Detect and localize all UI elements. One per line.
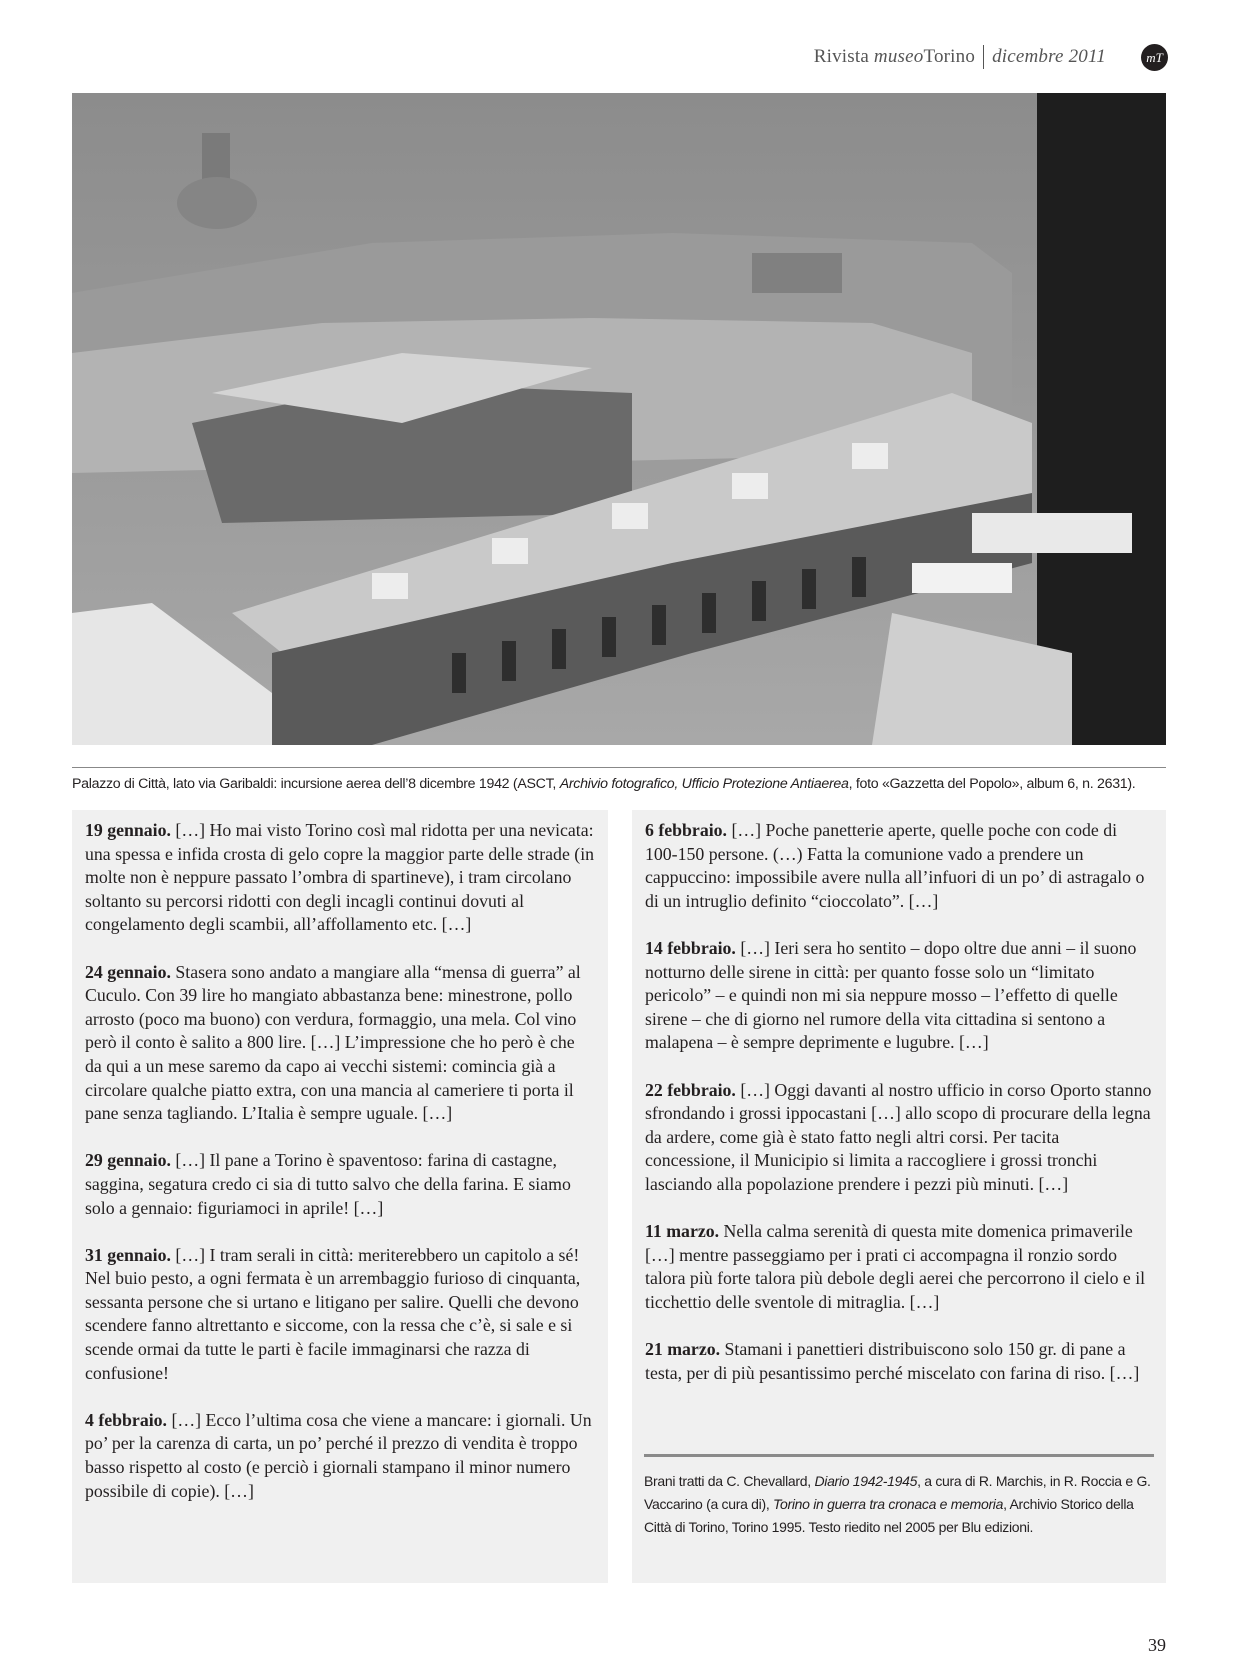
diary-entry bbox=[645, 1079, 1153, 1197]
running-header bbox=[814, 44, 1106, 70]
diary-entry bbox=[85, 819, 595, 937]
aerial-photo bbox=[72, 93, 1166, 745]
entry-date: 29 gennaio. bbox=[85, 1150, 171, 1171]
entry-text: […] Ecco l’ultima cosa che viene a mancare: i giornali. Un po’ per la carenza di carta, un po’ perché il prezzo di vendita è troppo basso rispetto al costo (e perciò i giornali stampano il minor numero possibile di copie). […] bbox=[85, 1409, 592, 1501]
entry-date: 21 marzo. bbox=[645, 1339, 721, 1360]
page-number: 39 bbox=[1148, 1635, 1166, 1655]
entry-date: 6 febbraio. bbox=[645, 820, 727, 840]
diary-entry bbox=[85, 961, 595, 1126]
entry-date: 4 febbraio. bbox=[85, 1409, 167, 1430]
entry-text: Nella calma serenità di questa mite domenica primaverile […] mentre passeggiamo per i prati ci accompagna il ronzio sordo talora più forte talora più debole degli aerei che percorrono il cielo e il ticchettio delle sventole di mitraglia. […] bbox=[645, 1221, 1146, 1312]
issue-date: dicembre 2011 bbox=[992, 46, 1106, 67]
caption-divider bbox=[72, 767, 1166, 768]
diary-entry bbox=[85, 1244, 595, 1386]
entry-text: […] Il pane a Torino è spaventoso: farina di castagne, saggina, segatura credo ci sia di tutto salvo che della farina. E siamo solo a gennaio: figuriamoci in aprile! […] bbox=[85, 1150, 571, 1218]
diary-entry bbox=[645, 819, 1153, 913]
aerial-photo-snowy-roofs-icon bbox=[72, 93, 1166, 745]
diary-entry bbox=[85, 1409, 595, 1503]
entry-date: 31 gennaio. bbox=[85, 1244, 171, 1265]
museotorino-logo-icon: mT bbox=[1141, 44, 1168, 71]
source-note: Brani tratti da C. Chevallard, Diario 1942-1945, a cura di R. Marchis, in R. Roccia e G. Vaccarino (a cura di), Torino in guerra tra cronaca e memoria, Archivio Storico della Città di Torino, Torino 1995. Testo riedito nel 2005 per Blu edizioni. bbox=[644, 1473, 1151, 1535]
magazine-name: Rivista museoTorino bbox=[813, 46, 976, 67]
entry-date: 22 febbraio. bbox=[645, 1079, 736, 1100]
diary-entry bbox=[85, 1149, 595, 1220]
entry-date: 11 marzo. bbox=[645, 1221, 720, 1242]
entry-text: Stasera sono andato a mangiare alla “mensa di guerra” al Cuculo. Con 39 lire ho mangiato abbastanza bene: minestrone, pollo arrosto (poco ma buono) con verdura, formaggio, una mela. Col vino però il conto è salito a 800 lire. […] L’impressione che ho però è che da qui a un mese saremo da capo ai vecchi sistemi: comincia già a circolare qualche piatto extra, con una mancia al cameriere ti porta il pane senza tagliando. L’Italia è sempre uguale. […] bbox=[85, 961, 581, 1124]
diary-column-left bbox=[72, 810, 608, 1583]
entry-date: 14 febbraio. bbox=[645, 937, 736, 958]
diary-entry bbox=[645, 937, 1153, 1055]
photo-caption: Palazzo di Città, lato via Garibaldi: incursione aerea dell’8 dicembre 1942 (ASCT, Archivio fotografico, Ufficio Protezione Antiaerea, foto «Gazzetta del Popolo», album 6, n. 2631). bbox=[72, 776, 1136, 792]
entry-date: 19 gennaio. bbox=[85, 820, 171, 840]
diary-entry bbox=[645, 1220, 1153, 1314]
source-divider bbox=[644, 1454, 1154, 1457]
entry-text: […] Poche panetterie aperte, quelle poche con code di 100-150 persone. (…) Fatta la comunione vado a prendere un cappuccino: impossibile avere nulla all’infuori di un po’ di astragalo o di un intruglio definito “cioccolato”. […] bbox=[645, 820, 1145, 911]
entry-text: […] Ieri sera ho sentito – dopo oltre due anni – il suono notturno delle sirene in città: per quanto fosse solo un “limitato pericolo” – e quindi non mi sia neppure mosso – l’effetto di quelle sirene – che di giorno nel rumore della vita cittadina si sentono a malapena – è sempre deprimente e lugubre. […] bbox=[645, 937, 1137, 1053]
entry-date: 24 gennaio. bbox=[85, 961, 171, 982]
entry-text: Stamani i panettieri distribuiscono solo 150 gr. di pane a testa, per di più pesantissimo perché miscelato con farina di riso. […] bbox=[645, 1339, 1140, 1383]
header-divider bbox=[983, 45, 984, 69]
diary-entry bbox=[645, 1338, 1153, 1385]
entry-text: […] Ho mai visto Torino così mal ridotta per una nevicata: una spessa e infida crosta di gelo copre la maggior parte delle strade (in molte non è neppure passato l’ombra di spartineve), i tram circolano soltanto su percorsi ridotti con degli incagli continui dovuti al congelamento degli scambii, all’affollamento etc. […] bbox=[85, 820, 595, 935]
diary-column-right bbox=[632, 810, 1166, 1583]
entry-text: […] Oggi davanti al nostro ufficio in corso Oporto stanno sfrondando i grossi ippocastani […] allo scopo di procurare della legna da ardere, come già è stato fatto negli altri corsi. Per tacita concessione, il Municipio si limita a raccogliere i grossi tronchi lasciando alla popolazione prendere i pezzi più minuti. […] bbox=[645, 1079, 1152, 1194]
entry-text: […] I tram serali in città: meriterebbero un capitolo a sé! Nel buio pesto, a ogni fermata è un arrembaggio furioso di cinquanta, sessanta persone che si urtano e litigano per salire. Quelli che devono scendere fanno altrettanto e siccome, con la ressa che c’è, si sale e si scende ormai da tutte le parti è facile immaginarsi che razza di confusione! bbox=[85, 1244, 581, 1383]
